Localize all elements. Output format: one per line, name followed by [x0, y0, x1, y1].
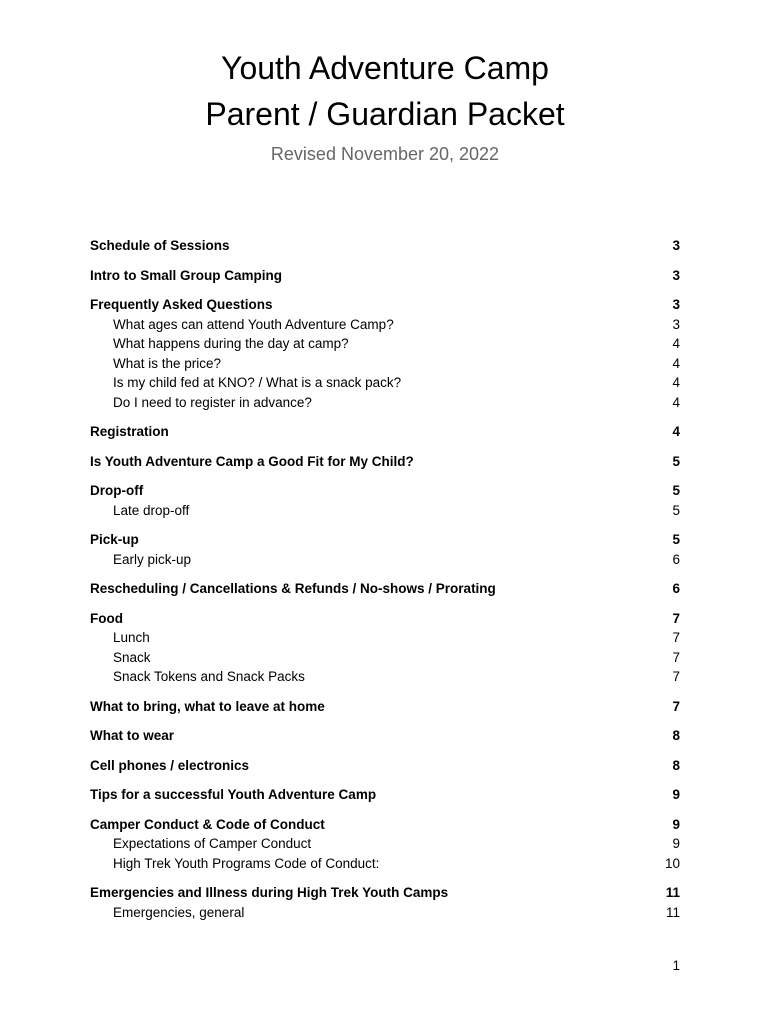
- toc-entry-title: What to bring, what to leave at home: [90, 698, 325, 714]
- page-number: 1: [672, 958, 680, 973]
- toc-entry[interactable]: [90, 266, 680, 286]
- toc-entry[interactable]: [90, 422, 680, 442]
- toc-section: [90, 785, 680, 805]
- toc-subentry-page: 4: [672, 336, 680, 351]
- toc-subentry-page: 4: [672, 355, 680, 371]
- toc-entry-page: 5: [672, 483, 680, 498]
- document-title-line-1: Youth Adventure Camp: [221, 50, 549, 86]
- toc-section: [90, 609, 680, 687]
- toc-entry-title: Food: [90, 610, 123, 626]
- toc-section: [90, 481, 680, 520]
- toc-subentry-page: 7: [672, 649, 680, 665]
- toc-entry-page: 11: [665, 885, 680, 900]
- toc-entry-title: Intro to Small Group Camping: [90, 267, 282, 283]
- toc-subentry-title: Late drop-off: [113, 502, 190, 518]
- toc-entry[interactable]: [90, 295, 680, 315]
- toc-entry-title: Cell phones / electronics: [90, 757, 250, 773]
- toc-entry[interactable]: [90, 815, 680, 835]
- toc-subentry-page: 10: [664, 855, 680, 871]
- toc-subentry-page: 9: [672, 836, 680, 851]
- toc-entry[interactable]: [90, 697, 680, 717]
- toc-entry-page: 9: [672, 787, 680, 802]
- toc-subentry-title: Do I need to register in advance?: [113, 394, 312, 410]
- toc-section: [90, 266, 680, 286]
- document-title-line-2: Parent / Guardian Packet: [205, 96, 565, 132]
- toc-subentry-title: Early pick-up: [113, 551, 192, 567]
- revision-date: Revised November 20, 2022: [270, 144, 500, 164]
- toc-subentry-title: Is my child fed at KNO? / What is a snack pack?: [113, 375, 402, 390]
- toc-entry-page: 9: [672, 816, 680, 832]
- toc-entry[interactable]: [90, 481, 680, 501]
- toc-subentry-title: What ages can attend Youth Adventure Camp?: [113, 316, 394, 332]
- toc-subentry[interactable]: [90, 667, 680, 687]
- toc-entry-title: Emergencies and Illness during High Trek Youth Camps: [90, 885, 449, 900]
- toc-entry-title: Camper Conduct & Code of Conduct: [90, 816, 325, 832]
- toc-entry-title: Registration: [90, 424, 169, 439]
- toc-subentry[interactable]: [90, 354, 680, 374]
- toc-entry-page: 7: [672, 698, 680, 714]
- toc-section: [90, 236, 680, 256]
- toc-entry-title: Drop-off: [90, 483, 144, 498]
- toc-entry-page: 3: [672, 297, 680, 312]
- toc-subentry[interactable]: [90, 550, 680, 570]
- toc-entry-page: 8: [672, 728, 680, 743]
- toc-subentry[interactable]: [90, 628, 680, 648]
- toc-subentry-title: Expectations of Camper Conduct: [113, 836, 312, 851]
- toc-subentry-page: 7: [672, 669, 680, 684]
- toc-entry[interactable]: [90, 579, 680, 599]
- toc-entry-page: 7: [672, 610, 680, 626]
- toc-section: [90, 422, 680, 442]
- toc-entry-title: Rescheduling / Cancellations & Refunds / No-shows / Prorating: [90, 581, 496, 596]
- toc-subentry[interactable]: [90, 334, 680, 354]
- toc-section: [90, 726, 680, 746]
- toc-subentry-page: 11: [665, 904, 680, 920]
- toc-section: [90, 697, 680, 717]
- toc-entry-page: 5: [672, 532, 680, 547]
- toc-subentry[interactable]: [90, 393, 680, 413]
- toc-subentry-page: 3: [672, 316, 680, 332]
- toc-entry[interactable]: [90, 883, 680, 903]
- toc-entry-title: What to wear: [90, 728, 175, 743]
- toc-entry[interactable]: [90, 452, 680, 472]
- toc-section: [90, 756, 680, 776]
- toc-subentry-page: 5: [672, 502, 680, 518]
- toc-subentry-title: Snack: [113, 649, 151, 665]
- toc-entry-page: 3: [672, 267, 680, 283]
- toc-entry-page: 8: [672, 757, 680, 773]
- toc-entry-title: Schedule of Sessions: [90, 238, 230, 253]
- toc-entry-title: Frequently Asked Questions: [90, 297, 273, 312]
- toc-entry-page: 5: [672, 453, 680, 469]
- toc-entry[interactable]: [90, 756, 680, 776]
- toc-subentry[interactable]: [90, 834, 680, 854]
- toc-subentry[interactable]: [90, 315, 680, 335]
- toc-entry[interactable]: [90, 726, 680, 746]
- toc-entry[interactable]: [90, 236, 680, 256]
- toc-entry-page: 4: [672, 424, 680, 439]
- toc-subentry[interactable]: [90, 501, 680, 521]
- toc-entry-title: Is Youth Adventure Camp a Good Fit for My Child?: [90, 453, 414, 469]
- toc-section: [90, 295, 680, 412]
- toc-subentry[interactable]: [90, 903, 680, 923]
- toc-section: [90, 579, 680, 599]
- toc-subentry-page: 7: [672, 630, 680, 645]
- toc-entry[interactable]: [90, 785, 680, 805]
- toc-subentry[interactable]: [90, 648, 680, 668]
- toc-subentry-title: What happens during the day at camp?: [113, 336, 349, 351]
- toc-subentry-title: What is the price?: [113, 355, 222, 371]
- toc-section: [90, 530, 680, 569]
- toc-subentry[interactable]: [90, 373, 680, 393]
- toc-entry-title: Tips for a successful Youth Adventure Camp: [90, 787, 377, 802]
- table-of-contents: [90, 236, 680, 932]
- toc-entry-page: 6: [672, 581, 680, 596]
- toc-subentry-title: Snack Tokens and Snack Packs: [113, 669, 305, 684]
- toc-entry-page: 3: [672, 238, 680, 253]
- toc-subentry-title: High Trek Youth Programs Code of Conduct:: [113, 855, 380, 871]
- toc-section: [90, 883, 680, 922]
- toc-subentry[interactable]: [90, 854, 680, 874]
- toc-section: [90, 815, 680, 874]
- toc-subentry-page: 6: [672, 551, 680, 567]
- toc-entry[interactable]: [90, 609, 680, 629]
- toc-entry[interactable]: [90, 530, 680, 550]
- toc-subentry-page: 4: [672, 375, 680, 390]
- toc-subentry-page: 4: [672, 394, 680, 410]
- toc-section: [90, 452, 680, 472]
- toc-entry-title: Pick-up: [90, 532, 139, 547]
- toc-subentry-title: Lunch: [113, 630, 150, 645]
- toc-subentry-title: Emergencies, general: [113, 904, 245, 920]
